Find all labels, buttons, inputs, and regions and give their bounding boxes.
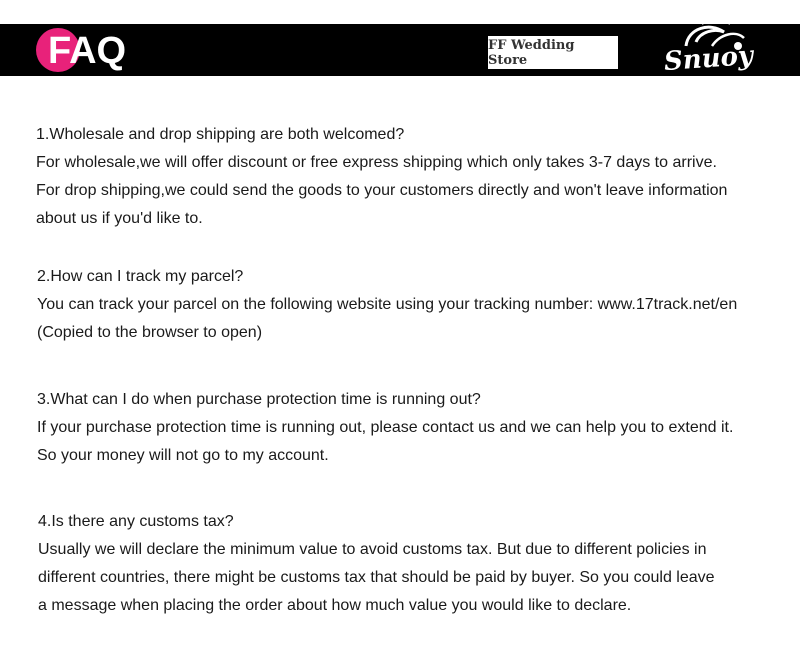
store-name-badge[interactable]: FF Wedding Store — [488, 36, 618, 69]
faq-answer-2-line-1: You can track your parcel on the following website using your tracking number: www.17track.net/en — [37, 296, 738, 313]
faq-answer-1-line-3: about us if you'd like to. — [36, 210, 203, 227]
faq-answer-4-line-3: a message when placing the order about how much value you would like to declare. — [38, 597, 632, 614]
faq-answer-4-line-2: different countries, there might be customs tax that should be paid by buyer. So you could leave — [38, 569, 715, 586]
faq-answer-1-line-2: For drop shipping,we could send the goods to your customers directly and won't leave information — [36, 182, 728, 199]
faq-answer-1-line-1: For wholesale,we will offer discount or free express shipping which only takes 3-7 days to arrive. — [36, 154, 717, 171]
faq-question-3: 3.What can I do when purchase protection time is running out? — [37, 391, 481, 408]
faq-logo — [36, 28, 146, 74]
faq-answer-4-line-1: Usually we will declare the minimum value to avoid customs tax. But due to different policies in — [38, 541, 707, 558]
brand-logo-text: Snuoy — [663, 40, 754, 78]
faq-answer-3-line-1: If your purchase protection time is running out, please contact us and we can help you to extend it. — [37, 419, 734, 436]
faq-question-2: 2.How can I track my parcel? — [37, 268, 244, 285]
faq-logo-text: FAQ — [48, 30, 127, 72]
header-banner — [0, 24, 800, 76]
faq-answer-2-line-2: (Copied to the browser to open) — [37, 324, 263, 341]
faq-answer-3-line-2: So your money will not go to my account. — [37, 447, 329, 464]
faq-question-1: 1.Wholesale and drop shipping are both welcomed? — [36, 126, 405, 143]
faq-question-4: 4.Is there any customs tax? — [38, 513, 234, 530]
brand-logo — [658, 16, 758, 78]
